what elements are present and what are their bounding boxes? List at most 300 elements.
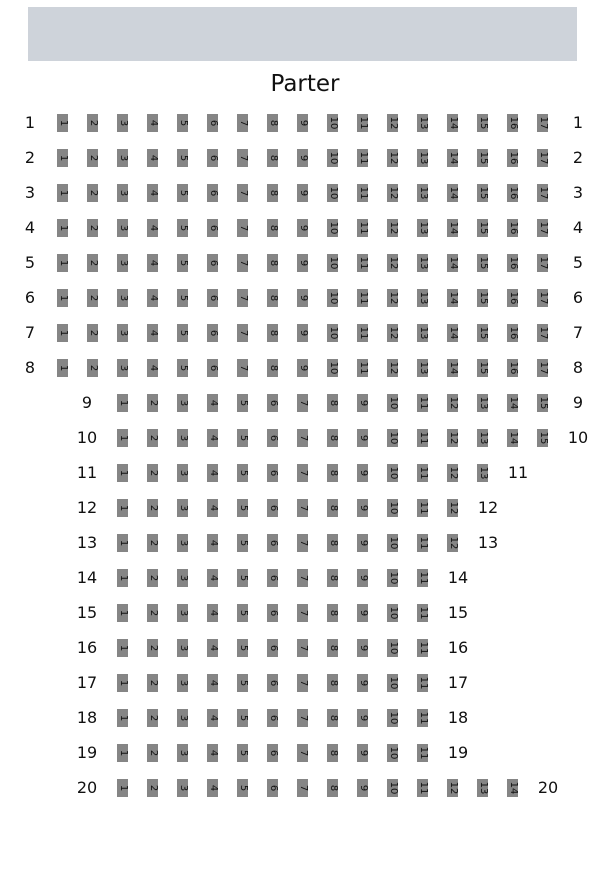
seat[interactable]: [507, 184, 518, 202]
seat[interactable]: [357, 709, 368, 727]
seat[interactable]: [327, 744, 338, 762]
seat[interactable]: [117, 464, 128, 482]
seat[interactable]: [357, 604, 368, 622]
seat[interactable]: [357, 744, 368, 762]
seat[interactable]: [507, 359, 518, 377]
seat[interactable]: [267, 604, 278, 622]
seat[interactable]: [357, 569, 368, 587]
seat[interactable]: [387, 394, 398, 412]
seat-number: 3: [177, 434, 189, 442]
seat[interactable]: [387, 254, 398, 272]
seat[interactable]: [327, 534, 338, 552]
seat[interactable]: [357, 394, 368, 412]
seat[interactable]: [207, 359, 218, 377]
seat[interactable]: [147, 499, 158, 517]
seat[interactable]: [177, 289, 188, 307]
seat[interactable]: [117, 499, 128, 517]
seat[interactable]: [117, 709, 128, 727]
seat[interactable]: [177, 744, 188, 762]
seat[interactable]: [327, 324, 338, 342]
seat[interactable]: [387, 184, 398, 202]
seat[interactable]: [357, 289, 368, 307]
seat[interactable]: [537, 394, 548, 412]
seat[interactable]: [387, 674, 398, 692]
seat[interactable]: [357, 779, 368, 797]
seat[interactable]: [327, 394, 338, 412]
seat[interactable]: [267, 569, 278, 587]
seat-number: 8: [327, 644, 339, 652]
seat[interactable]: [207, 779, 218, 797]
seat[interactable]: [507, 254, 518, 272]
seat[interactable]: [267, 429, 278, 447]
seat[interactable]: [417, 219, 428, 237]
seat[interactable]: [417, 569, 428, 587]
seat[interactable]: [147, 149, 158, 167]
seat[interactable]: [237, 569, 248, 587]
seat[interactable]: [207, 394, 218, 412]
seat[interactable]: [327, 569, 338, 587]
seat[interactable]: [87, 219, 98, 237]
seat[interactable]: [207, 429, 218, 447]
seat[interactable]: [147, 219, 158, 237]
seat[interactable]: [117, 219, 128, 237]
seat[interactable]: [357, 254, 368, 272]
seat[interactable]: [267, 534, 278, 552]
seat[interactable]: [477, 779, 488, 797]
seat-number: 2: [87, 364, 99, 372]
seat[interactable]: [447, 464, 458, 482]
seat[interactable]: [447, 219, 458, 237]
seat[interactable]: [387, 779, 398, 797]
seat[interactable]: [417, 604, 428, 622]
seat[interactable]: [147, 394, 158, 412]
seat[interactable]: [87, 114, 98, 132]
seat[interactable]: [327, 149, 338, 167]
seat[interactable]: [117, 114, 128, 132]
seat[interactable]: [177, 254, 188, 272]
seat[interactable]: [357, 534, 368, 552]
seat[interactable]: [237, 639, 248, 657]
seat-number: 10: [327, 256, 339, 270]
seat[interactable]: [387, 219, 398, 237]
seat[interactable]: [417, 674, 428, 692]
seat[interactable]: [417, 779, 428, 797]
seat[interactable]: [57, 149, 68, 167]
seat[interactable]: [117, 569, 128, 587]
seat[interactable]: [237, 114, 248, 132]
seat[interactable]: [447, 359, 458, 377]
seat[interactable]: [387, 604, 398, 622]
seat[interactable]: [207, 289, 218, 307]
seat[interactable]: [237, 254, 248, 272]
seat[interactable]: [87, 184, 98, 202]
seat[interactable]: [417, 254, 428, 272]
seat[interactable]: [57, 184, 68, 202]
seat[interactable]: [267, 184, 278, 202]
seat[interactable]: [147, 289, 158, 307]
seat[interactable]: [147, 744, 158, 762]
seat[interactable]: [237, 429, 248, 447]
seat[interactable]: [237, 289, 248, 307]
seat-number: 2: [147, 609, 159, 617]
seat[interactable]: [537, 254, 548, 272]
seat[interactable]: [147, 709, 158, 727]
seat[interactable]: [447, 254, 458, 272]
seat[interactable]: [117, 184, 128, 202]
seat[interactable]: [267, 149, 278, 167]
seat[interactable]: [267, 359, 278, 377]
seat[interactable]: [477, 289, 488, 307]
seat[interactable]: [507, 324, 518, 342]
seat-number: 1: [57, 364, 69, 372]
seat[interactable]: [297, 114, 308, 132]
seat[interactable]: [387, 429, 398, 447]
seat[interactable]: [147, 359, 158, 377]
seat[interactable]: [57, 254, 68, 272]
seat[interactable]: [297, 779, 308, 797]
seat[interactable]: [417, 709, 428, 727]
seat[interactable]: [477, 149, 488, 167]
seat[interactable]: [177, 394, 188, 412]
seat[interactable]: [297, 394, 308, 412]
seat[interactable]: [147, 534, 158, 552]
seat[interactable]: [267, 499, 278, 517]
seat[interactable]: [177, 709, 188, 727]
seat[interactable]: [87, 289, 98, 307]
seat[interactable]: [477, 394, 488, 412]
seat[interactable]: [507, 149, 518, 167]
seat[interactable]: [117, 604, 128, 622]
seat[interactable]: [237, 674, 248, 692]
seat[interactable]: [297, 604, 308, 622]
seat[interactable]: [267, 114, 278, 132]
seat[interactable]: [177, 114, 188, 132]
seat[interactable]: [177, 569, 188, 587]
seat[interactable]: [507, 779, 518, 797]
seat[interactable]: [387, 149, 398, 167]
seat[interactable]: [327, 114, 338, 132]
seat[interactable]: [297, 149, 308, 167]
seat[interactable]: [207, 219, 218, 237]
seat[interactable]: [357, 359, 368, 377]
seat[interactable]: [297, 534, 308, 552]
seat[interactable]: [477, 464, 488, 482]
seat[interactable]: [417, 429, 428, 447]
seat[interactable]: [267, 254, 278, 272]
seat[interactable]: [327, 289, 338, 307]
seat[interactable]: [387, 114, 398, 132]
seat[interactable]: [177, 499, 188, 517]
seat[interactable]: [117, 779, 128, 797]
seat[interactable]: [207, 744, 218, 762]
seat[interactable]: [477, 219, 488, 237]
seat[interactable]: [327, 464, 338, 482]
seat[interactable]: [117, 394, 128, 412]
seat[interactable]: [87, 149, 98, 167]
seat[interactable]: [267, 674, 278, 692]
seat-number: 12: [387, 116, 399, 130]
seat[interactable]: [327, 779, 338, 797]
seat[interactable]: [447, 289, 458, 307]
seat[interactable]: [177, 359, 188, 377]
seat[interactable]: [207, 674, 218, 692]
seat[interactable]: [537, 149, 548, 167]
seat[interactable]: [207, 464, 218, 482]
seat[interactable]: [297, 289, 308, 307]
seat[interactable]: [387, 359, 398, 377]
seat[interactable]: [237, 709, 248, 727]
seat[interactable]: [237, 499, 248, 517]
seat[interactable]: [117, 324, 128, 342]
seat[interactable]: [147, 429, 158, 447]
seat[interactable]: [267, 289, 278, 307]
seat[interactable]: [207, 709, 218, 727]
seat[interactable]: [297, 464, 308, 482]
seat[interactable]: [417, 289, 428, 307]
seat[interactable]: [327, 429, 338, 447]
seat[interactable]: [87, 359, 98, 377]
seat[interactable]: [387, 709, 398, 727]
seat[interactable]: [147, 464, 158, 482]
seat[interactable]: [57, 114, 68, 132]
seat[interactable]: [267, 744, 278, 762]
seat[interactable]: [237, 184, 248, 202]
seat[interactable]: [117, 639, 128, 657]
seat[interactable]: [147, 324, 158, 342]
row-label-right: 18: [447, 708, 469, 727]
seat[interactable]: [357, 149, 368, 167]
seat[interactable]: [537, 359, 548, 377]
seat[interactable]: [327, 674, 338, 692]
seat[interactable]: [507, 114, 518, 132]
seat[interactable]: [327, 709, 338, 727]
seat[interactable]: [297, 569, 308, 587]
seat[interactable]: [357, 674, 368, 692]
seat[interactable]: [147, 254, 158, 272]
seat[interactable]: [417, 534, 428, 552]
seat[interactable]: [537, 429, 548, 447]
seat[interactable]: [417, 639, 428, 657]
seat[interactable]: [357, 219, 368, 237]
seat[interactable]: [267, 709, 278, 727]
seat[interactable]: [117, 359, 128, 377]
seat[interactable]: [387, 569, 398, 587]
seat[interactable]: [447, 534, 458, 552]
seat[interactable]: [327, 499, 338, 517]
seat[interactable]: [297, 744, 308, 762]
seat[interactable]: [327, 184, 338, 202]
seat-number: 10: [387, 711, 399, 725]
seat[interactable]: [417, 114, 428, 132]
seat[interactable]: [387, 499, 398, 517]
seat-number: 11: [417, 676, 429, 690]
row-label-right: 1: [572, 113, 584, 132]
seat[interactable]: [447, 184, 458, 202]
seat[interactable]: [207, 534, 218, 552]
seat[interactable]: [417, 499, 428, 517]
seat[interactable]: [207, 324, 218, 342]
seat[interactable]: [177, 604, 188, 622]
seat[interactable]: [57, 324, 68, 342]
seat[interactable]: [267, 464, 278, 482]
seat[interactable]: [297, 429, 308, 447]
seat[interactable]: [327, 639, 338, 657]
seat[interactable]: [447, 149, 458, 167]
seat[interactable]: [387, 324, 398, 342]
seat[interactable]: [297, 219, 308, 237]
seat[interactable]: [447, 114, 458, 132]
seat[interactable]: [327, 604, 338, 622]
seat[interactable]: [507, 289, 518, 307]
seat[interactable]: [387, 464, 398, 482]
seat[interactable]: [177, 219, 188, 237]
seat[interactable]: [177, 149, 188, 167]
seat[interactable]: [57, 359, 68, 377]
seat[interactable]: [297, 499, 308, 517]
seat[interactable]: [417, 149, 428, 167]
seat[interactable]: [237, 324, 248, 342]
seat[interactable]: [417, 184, 428, 202]
seat[interactable]: [537, 114, 548, 132]
seat[interactable]: [477, 114, 488, 132]
seat[interactable]: [477, 359, 488, 377]
seat[interactable]: [267, 219, 278, 237]
seat[interactable]: [147, 569, 158, 587]
seat[interactable]: [177, 674, 188, 692]
seat[interactable]: [117, 674, 128, 692]
seat[interactable]: [207, 604, 218, 622]
seat[interactable]: [237, 149, 248, 167]
seat[interactable]: [207, 114, 218, 132]
seat[interactable]: [207, 639, 218, 657]
seat[interactable]: [357, 429, 368, 447]
seat-number: 12: [447, 501, 459, 515]
seat[interactable]: [297, 254, 308, 272]
seat[interactable]: [117, 149, 128, 167]
seat[interactable]: [507, 429, 518, 447]
seat[interactable]: [537, 289, 548, 307]
seat[interactable]: [447, 324, 458, 342]
seat[interactable]: [147, 184, 158, 202]
seat[interactable]: [237, 219, 248, 237]
seat[interactable]: [117, 289, 128, 307]
seat[interactable]: [417, 394, 428, 412]
seat[interactable]: [387, 639, 398, 657]
seat[interactable]: [387, 744, 398, 762]
seat-number: 2: [147, 434, 159, 442]
seat[interactable]: [357, 464, 368, 482]
seat[interactable]: [297, 359, 308, 377]
seat[interactable]: [447, 779, 458, 797]
seat[interactable]: [417, 744, 428, 762]
seat[interactable]: [507, 394, 518, 412]
seat[interactable]: [357, 184, 368, 202]
seat[interactable]: [57, 289, 68, 307]
seat-number: 1: [117, 504, 129, 512]
seat[interactable]: [387, 534, 398, 552]
seat[interactable]: [237, 604, 248, 622]
seat[interactable]: [417, 464, 428, 482]
seat-number: 8: [327, 539, 339, 547]
seat[interactable]: [177, 639, 188, 657]
seat[interactable]: [177, 324, 188, 342]
seat[interactable]: [387, 289, 398, 307]
seat[interactable]: [327, 219, 338, 237]
seat[interactable]: [177, 534, 188, 552]
seat[interactable]: [207, 184, 218, 202]
seat-number: 9: [357, 574, 369, 582]
seat[interactable]: [237, 359, 248, 377]
seat[interactable]: [477, 184, 488, 202]
seat[interactable]: [117, 429, 128, 447]
seat[interactable]: [237, 464, 248, 482]
seat[interactable]: [87, 324, 98, 342]
seat[interactable]: [447, 499, 458, 517]
row-label-right: 16: [447, 638, 469, 657]
seat[interactable]: [237, 744, 248, 762]
seat[interactable]: [357, 324, 368, 342]
seat[interactable]: [267, 779, 278, 797]
seat[interactable]: [207, 499, 218, 517]
seat[interactable]: [477, 254, 488, 272]
seat[interactable]: [477, 324, 488, 342]
seat[interactable]: [357, 639, 368, 657]
seat[interactable]: [177, 779, 188, 797]
seat[interactable]: [267, 394, 278, 412]
seat[interactable]: [147, 604, 158, 622]
seat[interactable]: [267, 324, 278, 342]
seat[interactable]: [417, 324, 428, 342]
seat[interactable]: [537, 219, 548, 237]
seat[interactable]: [237, 534, 248, 552]
seat[interactable]: [297, 674, 308, 692]
seat[interactable]: [147, 639, 158, 657]
seat[interactable]: [87, 254, 98, 272]
seat[interactable]: [237, 394, 248, 412]
seat[interactable]: [297, 709, 308, 727]
seat[interactable]: [537, 184, 548, 202]
seat[interactable]: [507, 219, 518, 237]
seat[interactable]: [147, 114, 158, 132]
seat[interactable]: [297, 639, 308, 657]
seat[interactable]: [177, 429, 188, 447]
seat[interactable]: [207, 149, 218, 167]
seat[interactable]: [147, 779, 158, 797]
seat[interactable]: [297, 184, 308, 202]
seat[interactable]: [477, 429, 488, 447]
seat[interactable]: [177, 184, 188, 202]
seat[interactable]: [57, 219, 68, 237]
seat[interactable]: [327, 359, 338, 377]
seat[interactable]: [237, 779, 248, 797]
seat[interactable]: [357, 114, 368, 132]
seat[interactable]: [117, 254, 128, 272]
seat[interactable]: [297, 324, 308, 342]
seat[interactable]: [327, 254, 338, 272]
seat[interactable]: [417, 359, 428, 377]
seat[interactable]: [177, 464, 188, 482]
seat[interactable]: [117, 744, 128, 762]
seat[interactable]: [447, 394, 458, 412]
seat[interactable]: [207, 254, 218, 272]
seat[interactable]: [357, 499, 368, 517]
seat[interactable]: [537, 324, 548, 342]
seat[interactable]: [207, 569, 218, 587]
seat[interactable]: [117, 534, 128, 552]
seat[interactable]: [147, 674, 158, 692]
seat[interactable]: [267, 639, 278, 657]
seat[interactable]: [447, 429, 458, 447]
